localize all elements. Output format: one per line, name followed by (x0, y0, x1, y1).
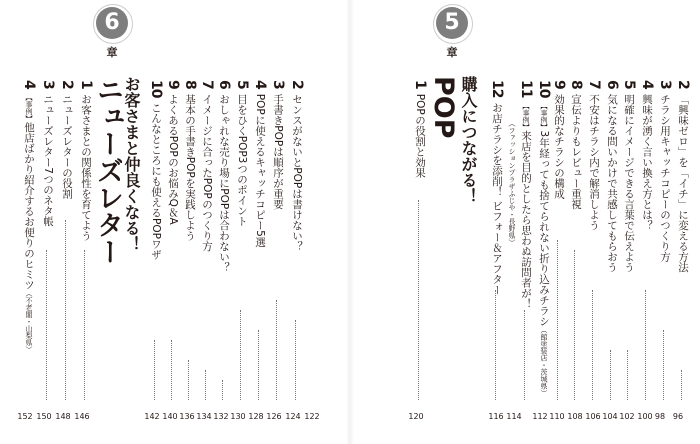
dot-leader (627, 350, 629, 400)
toc-entry[interactable]: 9効果的なチラシの構成 (551, 80, 567, 199)
page-number: 150 (36, 412, 52, 421)
toc-entry[interactable]: 12お店チラシを添削！ ビフォー＆アフター (489, 80, 505, 295)
page-number: 106 (585, 412, 601, 421)
chapter-5-label: 章 (446, 46, 458, 59)
page-number: 116 (488, 412, 504, 421)
dot-leader (205, 370, 207, 400)
dot-leader (295, 320, 297, 400)
toc-entry[interactable]: 2センスがないとPOPは書けない？ (289, 80, 305, 252)
dot-leader (171, 340, 173, 400)
toc-entry[interactable]: 2ニューズレターの役割 (59, 80, 75, 199)
chapter-6-label: 章 (106, 46, 118, 59)
dot-leader (574, 250, 576, 400)
page-number: 134 (196, 412, 212, 421)
page-number: 104 (602, 412, 618, 421)
page-number: 108 (567, 412, 583, 421)
toc-entry[interactable]: 4【事例】他店ばかり紹介するお便りのヒミツ（不老閣・山梨県） (21, 80, 37, 353)
toc-entry[interactable]: 7不安はチラシ内で解消しよう (586, 80, 602, 231)
toc-entry[interactable]: 5目をひくPOP3つのポイント (234, 80, 250, 227)
dot-leader (240, 310, 242, 400)
page-number: 128 (248, 412, 264, 421)
toc-entry[interactable]: 11【事例】来店を目的としたら思わぬ訪問者が！ (518, 80, 534, 309)
dot-leader (276, 300, 278, 400)
page-number: 112 (532, 412, 548, 421)
dot-leader (645, 290, 647, 400)
toc-entry[interactable]: 10こんなところにも使えるPOPワザ (148, 80, 164, 260)
page-number: 114 (506, 412, 522, 421)
page-number: 120 (408, 412, 424, 421)
toc-entry[interactable]: 4興味が湧く言い換え方とは？ (639, 80, 655, 231)
page-number: 136 (179, 412, 195, 421)
page-number: 126 (266, 412, 282, 421)
toc-entry-sub: （ファッションプラザふじや・長野県） (508, 120, 516, 246)
toc-entry[interactable]: 9よくあるPOPのお悩みQ＆A (165, 80, 181, 225)
toc-entry[interactable]: 3ニューズレター7つのネタ帳 (40, 80, 56, 227)
page-number: 142 (144, 412, 160, 421)
page-number: 148 (55, 412, 71, 421)
dot-leader (592, 290, 594, 400)
toc-entry[interactable]: 1お客さまとの関係性を育てよう (78, 80, 94, 241)
chapter-5-title-line2: POP (428, 76, 459, 139)
chapter-6-number: 6 (96, 7, 128, 39)
page-number: 132 (213, 412, 229, 421)
toc-entry[interactable]: 5明確にイメージできる言葉で伝えよう (621, 80, 637, 273)
toc-entry[interactable]: 1POPの役割と効果 (412, 80, 428, 178)
page-number: 122 (304, 412, 320, 421)
dot-leader (65, 220, 67, 400)
dot-leader (222, 380, 224, 400)
toc-entry[interactable]: 6おしゃれな売り場にPOPは合わない？ (216, 80, 232, 273)
toc-entry[interactable]: 3手書きPOPは順序が重要 (270, 80, 286, 210)
page-gutter (346, 0, 354, 444)
toc-entry[interactable]: 7イメージに合ったPOPのつくり方 (199, 80, 215, 252)
chapter-5-title-line1: 購入につながる！ (459, 76, 478, 204)
page-number: 146 (74, 412, 90, 421)
dot-leader (495, 290, 497, 400)
toc-entry[interactable]: 6気になる問いかけで共感してもらおう (604, 80, 620, 273)
dot-leader (663, 330, 665, 400)
page-number: 140 (162, 412, 178, 421)
dot-leader (610, 350, 612, 400)
dot-leader (418, 200, 420, 400)
toc-entry[interactable]: 3チラシ用キャッチコピーのつくり方 (657, 80, 673, 262)
chapter-5-number: 5 (436, 7, 468, 39)
page-number: 124 (285, 412, 301, 421)
page-number: 130 (230, 412, 246, 421)
page-number: 98 (654, 412, 666, 421)
dot-leader (258, 330, 260, 400)
toc-entry[interactable]: 2「興味ゼロ」を「イチ」に変える方法 (675, 80, 691, 273)
toc-entry[interactable]: 4POPに使えるキャッチコピー5選 (252, 80, 268, 248)
chapter-6-title-line2: ニューズレター (92, 76, 123, 265)
dot-leader (84, 250, 86, 400)
dot-leader (681, 370, 683, 400)
toc-entry[interactable]: 8宣伝よりもレビュー重視 (568, 80, 584, 210)
page-number: 96 (672, 412, 684, 421)
dot-leader (188, 360, 190, 400)
page-number: 102 (619, 412, 635, 421)
page-number: 110 (549, 412, 565, 421)
dot-leader (524, 310, 526, 400)
page-number: 152 (17, 412, 33, 421)
dot-leader (154, 340, 156, 400)
dot-leader (46, 250, 48, 400)
chapter-6-title-line1: お客さまと仲良くなる！ (122, 76, 141, 252)
toc-entry[interactable]: 10【事例】3年経っても捨てられない折り込みチラシ（館塗装店・茨城県） (536, 80, 552, 397)
toc-entry[interactable]: 8基本の手書きPOPを実践しよう (182, 80, 198, 241)
page-number: 100 (637, 412, 653, 421)
dot-leader (557, 240, 559, 400)
